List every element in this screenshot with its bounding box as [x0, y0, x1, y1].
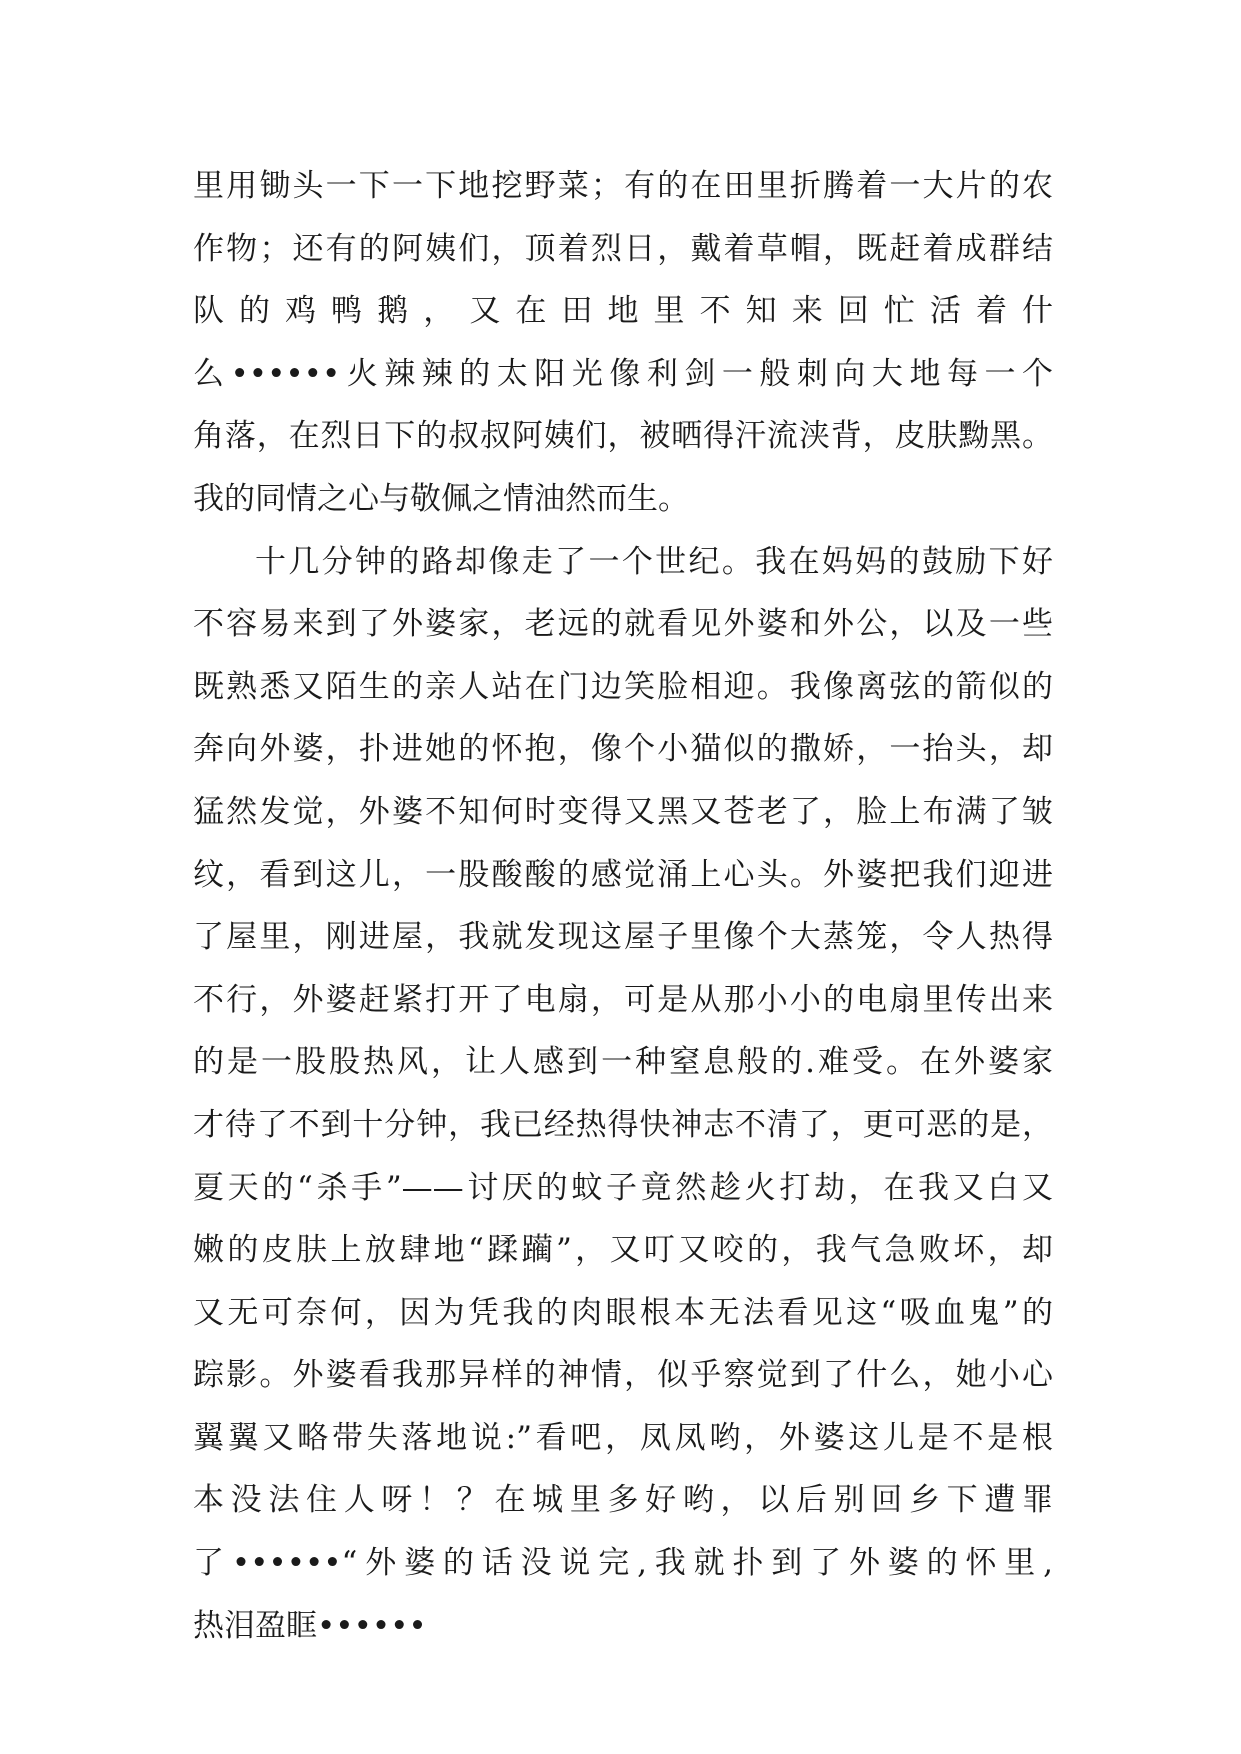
text-line: 又无可奈何，因为凭我的肉眼根本无法看见这“吸血鬼”的	[193, 1294, 1053, 1331]
text-line: 猛然发觉，外婆不知何时变得又黑又苍老了，脸上布满了皱	[193, 793, 1053, 830]
text-line: 翼翼又略带失落地说:”看吧，凤凤哟，外婆这儿是不是根	[193, 1419, 1053, 1456]
paragraph-end-line: 我的同情之心与敬佩之情油然而生。	[193, 480, 689, 517]
text-line: 纹，看到这儿，一股酸酸的感觉涌上心头。外婆把我们迎进	[193, 856, 1053, 893]
text-line: 角落，在烈日下的叔叔阿姨们，被晒得汗流浃背，皮肤黝黑。	[193, 418, 1053, 455]
text-line: 的是一股股热风，让人感到一种窒息般的.难受。在外婆家	[193, 1044, 1053, 1081]
text-line: 么••••••火辣辣的太阳光像利剑一般刺向大地每一个	[193, 355, 1053, 392]
text-line: 了••••••“外婆的话没说完,我就扑到了外婆的怀里,	[193, 1545, 1053, 1582]
text-line: 里用锄头一下一下地挖野菜；有的在田里折腾着一大片的农	[193, 168, 1053, 204]
text-line: 踪影。外婆看我那异样的神情，似乎察觉到了什么，她小心	[193, 1357, 1053, 1394]
text-line: 作物；还有的阿姨们，顶着烈日，戴着草帽，既赶着成群结	[193, 230, 1053, 267]
text-line: 既熟悉又陌生的亲人站在门边笑脸相迎。我像离弦的箭似的	[193, 668, 1053, 705]
text-line: 不行，外婆赶紧打开了电扇，可是从那小小的电扇里传出来	[193, 981, 1053, 1018]
paragraph-start-line: 十几分钟的路却像走了一个世纪。我在妈妈的鼓励下好	[255, 543, 1053, 580]
body-text	[193, 155, 1053, 1657]
text-line: 队的鸡鸭鹅，又在田地里不知来回忙活着什	[193, 293, 1053, 330]
text-line: 不容易来到了外婆家，老远的就看见外婆和外公，以及一些	[193, 606, 1053, 643]
text-line: 了屋里，刚进屋，我就发现这屋子里像个大蒸笼，令人热得	[193, 919, 1053, 956]
text-line: 嫩的皮肤上放肆地“蹂躏”，又叮又咬的，我气急败坏，却	[193, 1232, 1053, 1269]
text-line: 才待了不到十分钟，我已经热得快神志不清了，更可恶的是，	[193, 1106, 1053, 1143]
paragraph-end-line: 热泪盈眶••••••	[193, 1607, 427, 1644]
text-line: 奔向外婆，扑进她的怀抱，像个小猫似的撒娇，一抬头，却	[193, 731, 1053, 768]
text-line: 本没法住人呀！？在城里多好哟，以后别回乡下遭罪	[193, 1482, 1053, 1519]
text-line: 夏天的“杀手”——讨厌的蚊子竟然趁火打劫，在我又白又	[193, 1169, 1053, 1206]
